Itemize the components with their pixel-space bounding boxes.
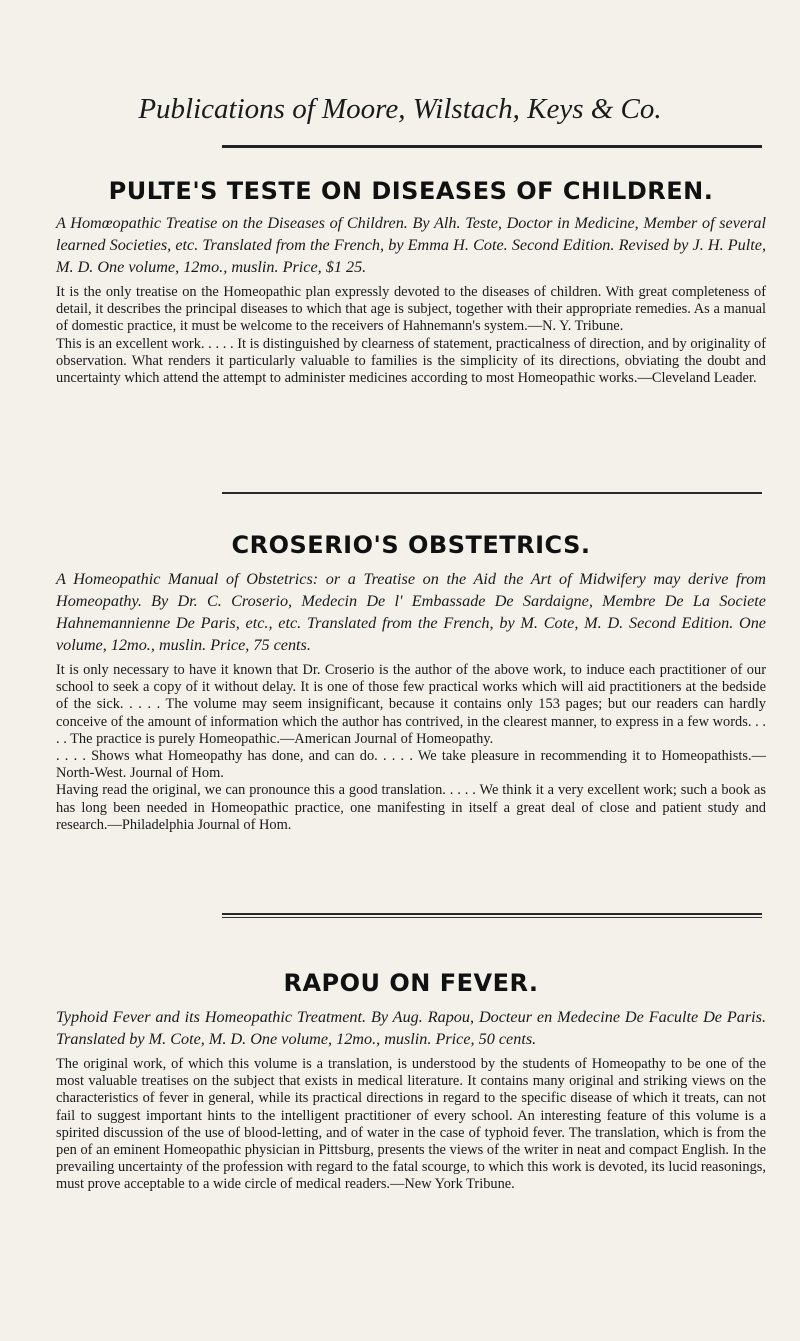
review-paragraph: This is an excellent work. . . . . It is distinguished by clearness of statement, practicalness of direction, and by originality of observation. What renders it particularly valuable to families is the simplicity of its directions, obviating the doubt and uncertainty which attend the attempt to administer medicines according to most Homeopathic works.—Cleveland Leader. — [56, 335, 766, 387]
book-description: Typhoid Fever and its Homeopathic Treatment. By Aug. Rapou, Docteur en Medecine De Faculte De Paris. Translated by M. Cote, M. D. One volume, 12mo., muslin. Price, 50 cents. — [56, 1008, 766, 1048]
header-rule — [222, 145, 762, 148]
section-title: RAPOU ON FEVER. — [283, 969, 539, 997]
book-description: A Homœopathic Treatise on the Diseases of Children. By Alh. Teste, Doctor in Medicine, Member of several learned Societies, etc. Translated from the French, by Emma H. Cote. Second Edition. Revised by J. H. Pulte, M. D. One volume, 12mo., muslin. Price, $1 25. — [56, 214, 766, 276]
section-divider — [222, 917, 762, 918]
review-paragraph: . . . . Shows what Homeopathy has done, and can do. . . . . We take pleasure in recommending it to Homeopathists.—North-West. Journal of Hom. — [56, 748, 766, 782]
review-paragraph: It is only necessary to have it known that Dr. Croserio is the author of the above work, to induce each practitioner of our school to seek a copy of it without delay. It is one of those few practical works which will aid practitioners at the bedside of the sick. . . . . The volume may seem insignificant, because it contains only 153 pages; but our readers can hardly conceive of the amount of information which the author has contrived, in the clearest manner, to express in a few words. . . . . The practice is purely Homeopathic.—American Journal of Homeopathy. — [56, 662, 766, 747]
publisher-header: Publications of Moore, Wilstach, Keys & Co. — [138, 93, 662, 125]
section-pulte — [56, 176, 766, 387]
section-title: CROSERIO'S OBSTETRICS. — [231, 531, 591, 559]
section-croserio — [56, 530, 766, 834]
section-divider — [222, 913, 762, 915]
section-divider — [222, 492, 762, 494]
book-description: A Homeopathic Manual of Obstetrics: or a Treatise on the Aid the Art of Midwifery may derive from Homeopathy. By Dr. C. Croserio, Medecin De l' Embassade De Sardaigne, Membre De La Societe Hahnemannienne De Paris, etc., etc. Translated from the French, by M. Cote, M. D. Second Edition. One volume, 12mo., muslin. Price, 75 cents. — [56, 570, 766, 654]
section-title: PULTE'S TESTE ON DISEASES OF CHILDREN. — [108, 177, 714, 205]
review-paragraph: It is the only treatise on the Homeopathic plan expressly devoted to the diseases of children. With great completeness of detail, it describes the principal diseases to which that age is subject, together with their appropriate remedies. As a manual of domestic practice, it must be welcome to the receivers of Hahnemann's system.—N. Y. Tribune. — [56, 284, 766, 335]
section-rapou — [56, 968, 766, 1194]
review-paragraph: Having read the original, we can pronounce this a good translation. . . . . We think it a very excellent work; such a book as has long been needed in Homeopathic practice, one manifesting in itself a great deal of close and patient study and research.—Philadelphia Journal of Hom. — [56, 782, 766, 833]
review-paragraph: The original work, of which this volume is a translation, is understood by the students of Homeopathy to be one of the most valuable treatises on the subject that exists in medical literature. It contains many original and striking views on the characteristics of fever in general, while its practical directions in regard to the specific disease of which it treats, can not fail to suggest important hints to the intelligent practitioner of every school. An interesting feature of this volume is a spirited discussion of the use of blood-letting, and of water in the case of typhoid fever. The translation, which is from the pen of an eminent Homeopathic physician in Pittsburg, presents the views of the writer in neat and compact English. In the prevailing uncertainty of the profession with regard to the fatal scourge, to which this work is devoted, its lucid reasonings, must prove acceptable to a wide circle of medical readers.—New York Tribune. — [56, 1056, 766, 1193]
